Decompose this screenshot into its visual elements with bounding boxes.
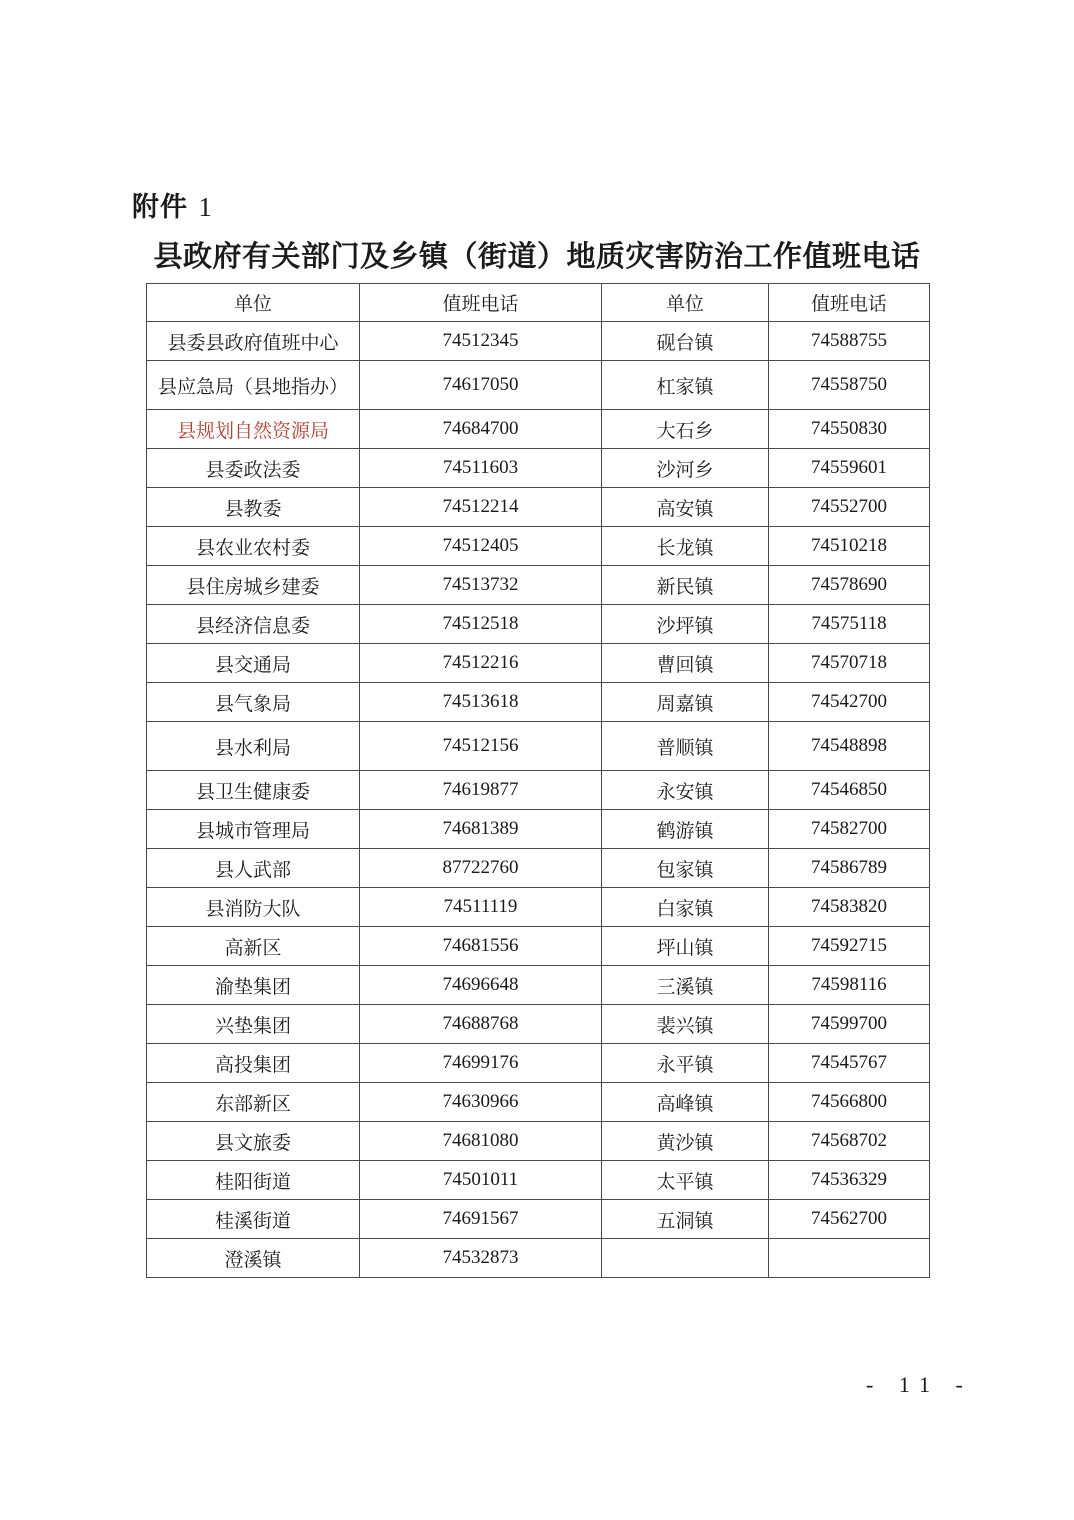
phone-cell: 74681389 — [360, 810, 602, 849]
unit-cell: 东部新区 — [147, 1083, 360, 1122]
phone-cell: 74546850 — [769, 771, 930, 810]
unit-cell: 三溪镇 — [602, 966, 769, 1005]
phone-cell: 74588755 — [769, 322, 930, 361]
unit-cell: 坪山镇 — [602, 927, 769, 966]
unit-cell: 砚台镇 — [602, 322, 769, 361]
phone-cell: 74617050 — [360, 361, 602, 410]
table-row — [147, 849, 930, 888]
table-row — [147, 1239, 930, 1278]
phone-cell: 74592715 — [769, 927, 930, 966]
unit-cell: 桂溪街道 — [147, 1200, 360, 1239]
unit-cell: 杠家镇 — [602, 361, 769, 410]
phone-cell: 74619877 — [360, 771, 602, 810]
unit-cell: 县住房城乡建委 — [147, 566, 360, 605]
unit-cell: 太平镇 — [602, 1161, 769, 1200]
table-row — [147, 1083, 930, 1122]
unit-cell: 五洞镇 — [602, 1200, 769, 1239]
unit-cell: 高投集团 — [147, 1044, 360, 1083]
unit-cell-empty — [602, 1239, 769, 1278]
unit-cell: 沙河乡 — [602, 449, 769, 488]
unit-cell: 沙坪镇 — [602, 605, 769, 644]
unit-cell: 县文旅委 — [147, 1122, 360, 1161]
unit-cell: 长龙镇 — [602, 527, 769, 566]
phone-cell: 74510218 — [769, 527, 930, 566]
phone-cell: 74578690 — [769, 566, 930, 605]
table-row — [147, 1161, 930, 1200]
table-row — [147, 644, 930, 683]
unit-cell: 周嘉镇 — [602, 683, 769, 722]
phone-cell: 74688768 — [360, 1005, 602, 1044]
phone-cell: 74583820 — [769, 888, 930, 927]
phone-cell: 74558750 — [769, 361, 930, 410]
phone-cell-empty — [769, 1239, 930, 1278]
table-row — [147, 1122, 930, 1161]
header-unit-right: 单位 — [602, 284, 769, 322]
unit-cell: 高新区 — [147, 927, 360, 966]
unit-cell-highlighted: 县规划自然资源局 — [147, 410, 360, 449]
unit-cell: 县气象局 — [147, 683, 360, 722]
duty-phone-table — [146, 283, 930, 1278]
phone-cell: 74548898 — [769, 722, 930, 771]
table-row — [147, 527, 930, 566]
phone-cell: 74512216 — [360, 644, 602, 683]
attachment-label-text: 附件 — [132, 192, 188, 223]
table-row — [147, 888, 930, 927]
unit-cell: 永平镇 — [602, 1044, 769, 1083]
page-number: - 11 - — [866, 1372, 973, 1397]
unit-cell: 鹤游镇 — [602, 810, 769, 849]
phone-cell: 87722760 — [360, 849, 602, 888]
unit-cell: 裴兴镇 — [602, 1005, 769, 1044]
table-row — [147, 810, 930, 849]
phone-cell: 74550830 — [769, 410, 930, 449]
phone-cell: 74559601 — [769, 449, 930, 488]
phone-cell: 74599700 — [769, 1005, 930, 1044]
header-phone-right: 值班电话 — [769, 284, 930, 322]
unit-cell: 普顺镇 — [602, 722, 769, 771]
phone-cell: 74511119 — [360, 888, 602, 927]
table-row — [147, 1005, 930, 1044]
unit-cell: 黄沙镇 — [602, 1122, 769, 1161]
unit-cell: 包家镇 — [602, 849, 769, 888]
phone-cell: 74545767 — [769, 1044, 930, 1083]
phone-cell: 74575118 — [769, 605, 930, 644]
unit-cell: 县农业农村委 — [147, 527, 360, 566]
unit-cell: 曹回镇 — [602, 644, 769, 683]
phone-cell: 74691567 — [360, 1200, 602, 1239]
unit-cell: 渝垫集团 — [147, 966, 360, 1005]
table-row — [147, 1200, 930, 1239]
table-row — [147, 683, 930, 722]
unit-cell: 县消防大队 — [147, 888, 360, 927]
unit-cell: 县委县政府值班中心 — [147, 322, 360, 361]
phone-cell: 74513732 — [360, 566, 602, 605]
table-row — [147, 966, 930, 1005]
attachment-label — [132, 185, 213, 224]
table-row — [147, 1044, 930, 1083]
unit-cell: 高安镇 — [602, 488, 769, 527]
phone-cell: 74532873 — [360, 1239, 602, 1278]
table-row — [147, 927, 930, 966]
phone-cell: 74568702 — [769, 1122, 930, 1161]
unit-cell: 县经济信息委 — [147, 605, 360, 644]
phone-cell: 74562700 — [769, 1200, 930, 1239]
unit-cell: 高峰镇 — [602, 1083, 769, 1122]
unit-cell: 桂阳街道 — [147, 1161, 360, 1200]
phone-cell: 74598116 — [769, 966, 930, 1005]
header-phone-left: 值班电话 — [360, 284, 602, 322]
phone-cell: 74684700 — [360, 410, 602, 449]
phone-cell: 74512405 — [360, 527, 602, 566]
unit-cell: 大石乡 — [602, 410, 769, 449]
unit-cell: 新民镇 — [602, 566, 769, 605]
phone-cell: 74586789 — [769, 849, 930, 888]
unit-cell: 县交通局 — [147, 644, 360, 683]
phone-cell: 74512345 — [360, 322, 602, 361]
table-row — [147, 605, 930, 644]
document-title: 县政府有关部门及乡镇（街道）地质灾害防治工作值班电话 — [153, 239, 921, 273]
phone-cell: 74566800 — [769, 1083, 930, 1122]
unit-cell: 县委政法委 — [147, 449, 360, 488]
unit-cell: 县教委 — [147, 488, 360, 527]
unit-cell: 县卫生健康委 — [147, 771, 360, 810]
table-row — [147, 771, 930, 810]
unit-cell: 县城市管理局 — [147, 810, 360, 849]
phone-cell: 74696648 — [360, 966, 602, 1005]
header-unit-left: 单位 — [147, 284, 360, 322]
table-row — [147, 488, 930, 527]
phone-cell: 74681556 — [360, 927, 602, 966]
phone-cell: 74699176 — [360, 1044, 602, 1083]
table-row — [147, 566, 930, 605]
table-row — [147, 449, 930, 488]
phone-cell: 74512156 — [360, 722, 602, 771]
unit-cell: 永安镇 — [602, 771, 769, 810]
phone-cell: 74512518 — [360, 605, 602, 644]
phone-cell: 74511603 — [360, 449, 602, 488]
table-row — [147, 722, 930, 771]
unit-cell: 澄溪镇 — [147, 1239, 360, 1278]
unit-cell: 兴垫集团 — [147, 1005, 360, 1044]
attachment-number: 1 — [198, 192, 213, 222]
phone-cell: 74542700 — [769, 683, 930, 722]
phone-cell: 74681080 — [360, 1122, 602, 1161]
phone-cell: 74536329 — [769, 1161, 930, 1200]
phone-cell: 74552700 — [769, 488, 930, 527]
phone-cell: 74501011 — [360, 1161, 602, 1200]
unit-cell: 县水利局 — [147, 722, 360, 771]
table-row — [147, 410, 930, 449]
unit-cell: 白家镇 — [602, 888, 769, 927]
phone-cell: 74570718 — [769, 644, 930, 683]
phone-cell: 74513618 — [360, 683, 602, 722]
phone-cell: 74630966 — [360, 1083, 602, 1122]
unit-cell: 县应急局（县地指办） — [147, 361, 360, 410]
table-row — [147, 361, 930, 410]
phone-cell: 74582700 — [769, 810, 930, 849]
phone-cell: 74512214 — [360, 488, 602, 527]
table-header-row — [147, 284, 930, 322]
table-row — [147, 322, 930, 361]
unit-cell: 县人武部 — [147, 849, 360, 888]
